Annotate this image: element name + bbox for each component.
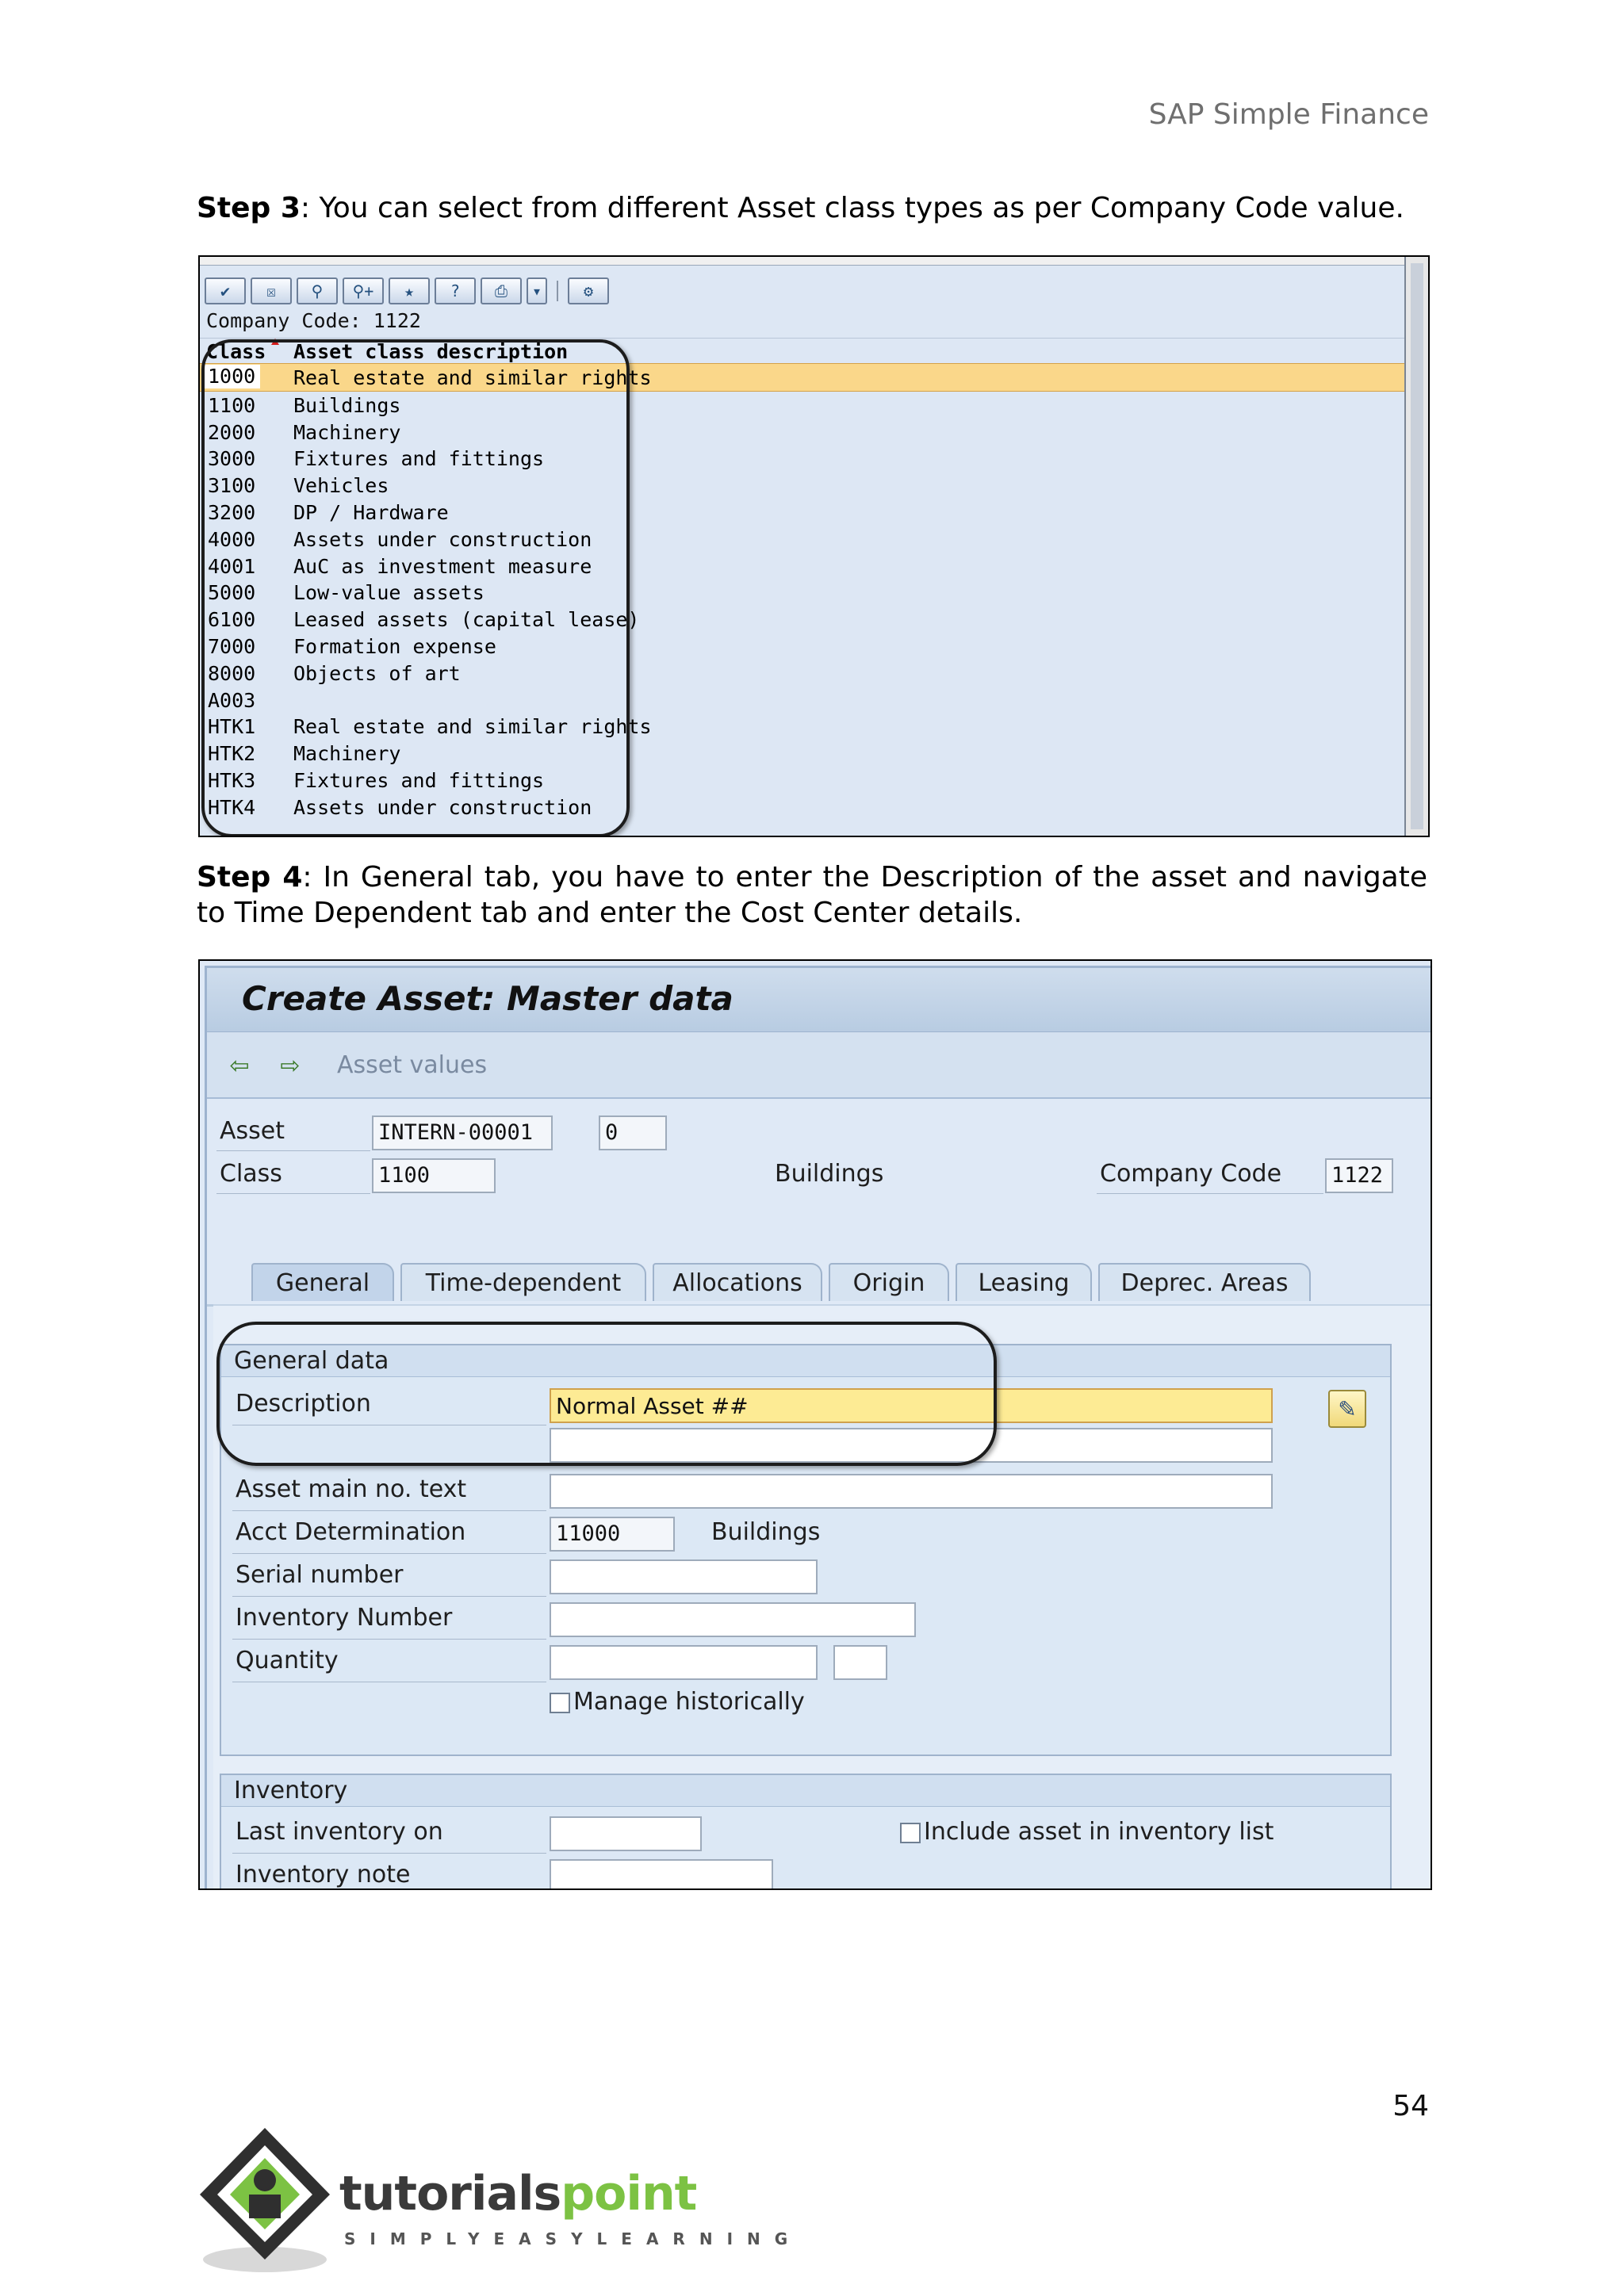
field-underline [1097, 1193, 1323, 1194]
scrollbar-track[interactable] [1411, 263, 1423, 829]
class-description: Formation expense [293, 634, 496, 658]
serial-number-label: Serial number [236, 1561, 404, 1589]
class-code: 3200 [208, 500, 256, 524]
class-code: 4000 [208, 527, 256, 551]
class-description: Vehicles [293, 474, 389, 498]
cancel-icon[interactable]: ☒ [251, 277, 292, 304]
list-item[interactable] [200, 687, 1404, 714]
step-3-label: Step 3 [197, 192, 301, 224]
create-asset-window [205, 966, 1431, 1888]
find-icon[interactable]: ⚲ [297, 277, 338, 304]
create-asset-screenshot [198, 959, 1432, 1890]
class-code: 3100 [208, 474, 256, 498]
include-in-inventory-checkbox[interactable] [900, 1823, 921, 1843]
last-inventory-label: Last inventory on [236, 1818, 443, 1846]
asset-main-no-text-label: Asset main no. text [236, 1475, 467, 1503]
edit-long-text-icon[interactable]: ✎ [1328, 1390, 1366, 1428]
class-description: Real estate and similar rights [293, 715, 652, 739]
company-code-field[interactable]: 1122 [1325, 1158, 1393, 1193]
class-description: DP / Hardware [293, 500, 449, 524]
field-underline [216, 1150, 370, 1151]
list-item[interactable] [200, 713, 1404, 740]
class-label: Class [220, 1160, 282, 1188]
class-description: Fixtures and fittings [293, 768, 545, 792]
class-code: 4001 [208, 554, 256, 578]
list-item[interactable] [200, 499, 1404, 526]
class-code: HTK2 [208, 742, 256, 766]
inventory-number-field[interactable] [550, 1602, 916, 1637]
class-code: 7000 [208, 634, 256, 658]
asset-class-list-screenshot [198, 255, 1430, 837]
list-toolbar [205, 276, 609, 306]
quantity-unit-field[interactable] [833, 1645, 887, 1680]
class-text: Buildings [775, 1160, 884, 1188]
asset-main-no-text-field[interactable] [550, 1474, 1273, 1509]
list-item[interactable] [200, 794, 1404, 821]
class-description: Assets under construction [293, 795, 592, 819]
class-code: 2000 [208, 420, 256, 444]
step-4-text: : In General tab, you have to enter the Description of the asset and navigate to Time Dependent tab and enter the Cost Center details. [197, 861, 1427, 929]
list-item[interactable] [200, 363, 1404, 392]
description-field[interactable]: Normal Asset ## [550, 1388, 1273, 1423]
list-item[interactable] [200, 579, 1404, 606]
class-code: HTK4 [208, 795, 256, 819]
check-icon[interactable]: ✔ [205, 277, 246, 304]
window-top-strip [200, 257, 1428, 266]
quantity-label: Quantity [236, 1647, 339, 1674]
company-code-label: Company Code [1100, 1160, 1282, 1188]
tab-origin[interactable]: Origin [829, 1263, 949, 1301]
class-code: HTK3 [208, 768, 256, 792]
class-description: AuC as investment measure [293, 554, 592, 578]
asset-subnumber-field[interactable]: 0 [599, 1115, 667, 1150]
list-item[interactable] [200, 445, 1404, 472]
class-code: 1100 [208, 393, 256, 417]
inventory-note-field[interactable] [550, 1859, 773, 1890]
step-3-text: : You can select from different Asset class types as per Company Code value. [300, 192, 1404, 224]
class-description: Real estate and similar rights [293, 366, 652, 389]
list-item[interactable] [200, 526, 1404, 553]
acct-determination-label: Acct Determination [236, 1518, 466, 1546]
title-bar [207, 968, 1431, 1032]
class-description: Leased assets (capital lease) [293, 608, 640, 632]
class-description: Machinery [293, 420, 401, 444]
application-toolbar [207, 1032, 1431, 1099]
class-description: Machinery [293, 742, 401, 766]
dropdown-icon[interactable]: ▾ [527, 277, 547, 304]
list-item[interactable] [200, 472, 1404, 499]
print-icon[interactable]: ⎙ [481, 277, 522, 304]
class-description: Buildings [293, 393, 401, 417]
list-item[interactable] [200, 767, 1404, 794]
list-item[interactable] [200, 740, 1404, 767]
inventory-group [220, 1774, 1392, 1890]
field-underline [232, 1853, 546, 1854]
asset-number-field[interactable]: INTERN-00001 [372, 1115, 553, 1150]
class-code: A003 [208, 688, 256, 712]
find-next-icon[interactable]: ⚲+ [343, 277, 384, 304]
field-underline [216, 1193, 370, 1194]
settings-icon[interactable]: ⚙ [568, 277, 609, 304]
last-inventory-field[interactable] [550, 1816, 702, 1851]
field-underline [232, 1639, 546, 1640]
tutorialspoint-logo [193, 2118, 802, 2277]
include-in-inventory-label: Include asset in inventory list [924, 1818, 1274, 1846]
general-data-group [220, 1344, 1392, 1756]
toolbar-separator [557, 281, 558, 301]
description-column-header[interactable]: Asset class description [293, 340, 569, 363]
next-object-icon[interactable]: ⇨ [280, 1051, 301, 1080]
class-code: HTK1 [208, 715, 256, 739]
acct-determination-field[interactable]: 11000 [550, 1517, 675, 1552]
acct-determination-text: Buildings [711, 1518, 821, 1546]
field-underline [232, 1596, 546, 1597]
list-item[interactable] [200, 660, 1404, 687]
general-data-title: General data [221, 1345, 1390, 1377]
company-code-line: Company Code: 1122 [206, 309, 421, 332]
list-header-row [200, 338, 1404, 366]
class-description: Low-value assets [293, 581, 485, 605]
class-code: 5000 [208, 581, 256, 605]
manage-historically-label: Manage historically [573, 1688, 805, 1716]
screen-title: Create Asset: Master data [242, 979, 733, 1018]
tab-time-dependent[interactable]: Time-dependent [400, 1263, 646, 1301]
page-header: SAP Simple Finance [1148, 98, 1429, 131]
class-code: 8000 [208, 661, 256, 685]
favorites-icon[interactable]: ★ [389, 277, 430, 304]
tab-deprec-areas[interactable]: Deprec. Areas [1098, 1263, 1311, 1301]
class-description: Objects of art [293, 661, 461, 685]
list-item[interactable] [200, 553, 1404, 580]
general-tab-content [213, 1304, 1431, 1888]
quantity-field[interactable] [550, 1645, 818, 1680]
tab-leasing[interactable]: Leasing [956, 1263, 1092, 1301]
asset-label: Asset [220, 1117, 285, 1145]
list-item[interactable] [200, 392, 1404, 419]
list-item[interactable] [200, 419, 1404, 446]
page-number: 54 [1392, 2090, 1429, 2122]
sort-ascending-icon [271, 339, 279, 345]
inventory-number-label: Inventory Number [236, 1604, 453, 1632]
class-code: 6100 [208, 608, 256, 632]
tab-general[interactable]: General [251, 1263, 394, 1301]
serial-number-field[interactable] [550, 1559, 818, 1594]
class-field[interactable]: 1100 [372, 1158, 496, 1193]
step-3-paragraph [197, 190, 1427, 226]
logo-mark-icon [193, 2118, 336, 2277]
manage-historically-checkbox[interactable] [550, 1693, 570, 1713]
previous-object-icon[interactable]: ⇦ [229, 1051, 250, 1080]
inventory-title: Inventory [221, 1775, 1390, 1807]
description-second-line-field[interactable] [550, 1428, 1273, 1463]
class-column-header[interactable]: Class [206, 340, 266, 363]
list-item[interactable] [200, 606, 1404, 633]
inventory-note-label: Inventory note [236, 1861, 411, 1888]
step-4-paragraph [197, 859, 1427, 931]
class-description: Fixtures and fittings [293, 447, 545, 471]
asset-class-rows [200, 363, 1404, 821]
step-4-label: Step 4 [197, 861, 303, 894]
class-code: 1000 [203, 365, 260, 388]
class-description: Assets under construction [293, 527, 592, 551]
logo-wordmark: tutorialspoint [339, 2166, 697, 2221]
asset-values-button[interactable]: Asset values [337, 1051, 488, 1079]
list-item[interactable] [200, 633, 1404, 660]
description-label: Description [236, 1390, 371, 1418]
field-underline [232, 1553, 546, 1554]
vertical-scrollbar[interactable] [1404, 257, 1428, 836]
class-code: 3000 [208, 447, 256, 471]
logo-tagline: SIMPLYEASYLEARNING [344, 2229, 802, 2248]
help-icon[interactable]: ? [435, 277, 476, 304]
tab-allocations[interactable]: Allocations [653, 1263, 822, 1301]
tab-strip [207, 1260, 1431, 1307]
field-underline [232, 1510, 546, 1511]
